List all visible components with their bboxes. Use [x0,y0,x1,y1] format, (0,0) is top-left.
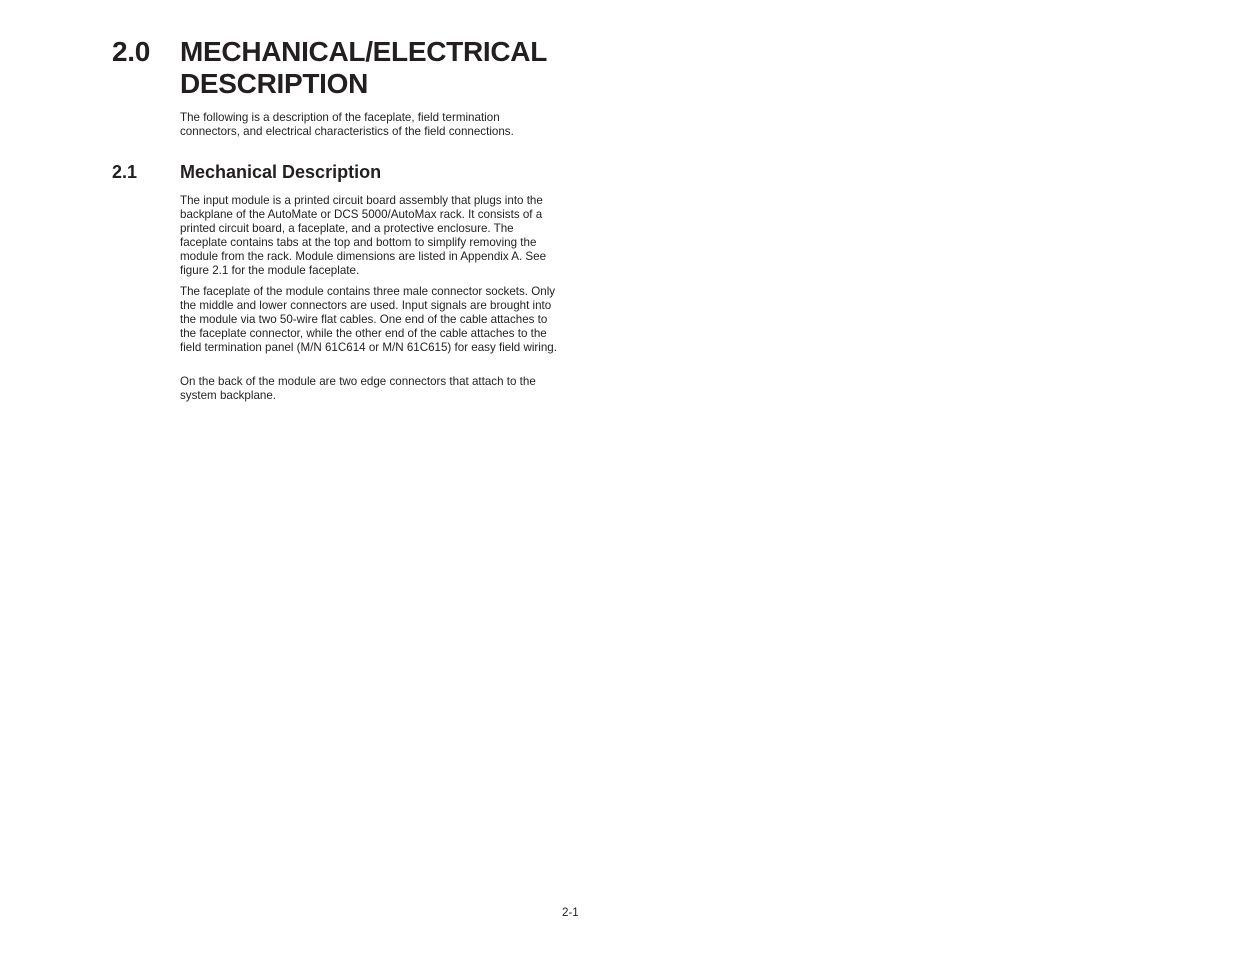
body-paragraph: On the back of the module are two edge connectors that attach to the system backplane. [180,375,536,402]
page-number: 2-1 [562,906,579,919]
body-paragraph: The faceplate of the module contains three male connector sockets. Only the middle and lower connectors are used. Input signals are brought into the module via two 50-wire flat cables. One end of the cable attaches to the faceplate connector, while the other end of the cable attaches to the field termination panel (M/N 61C614 or M/N 61C615) for easy field wiring. [180,285,557,354]
body-paragraph: The input module is a printed circuit board assembly that plugs into the backplane of the AutoMate or DCS 5000/AutoMax rack. It consists of a printed circuit board, a faceplate, and a protective enclosure. The faceplate contains tabs at the top and bottom to simplify removing the module from the rack. Module dimensions are listed in Appendix A. See figure 2.1 for the module faceplate. [180,194,547,277]
subsection-number: 2.1 [112,162,138,182]
section-number: 2.0 [112,36,151,67]
section-intro-paragraph: The following is a description of the faceplate, field termination connectors, and electrical characteristics of the field connections. [180,111,514,138]
section-title: MECHANICAL/ELECTRICAL DESCRIPTION [180,36,547,99]
subsection-title: Mechanical Description [180,162,382,182]
